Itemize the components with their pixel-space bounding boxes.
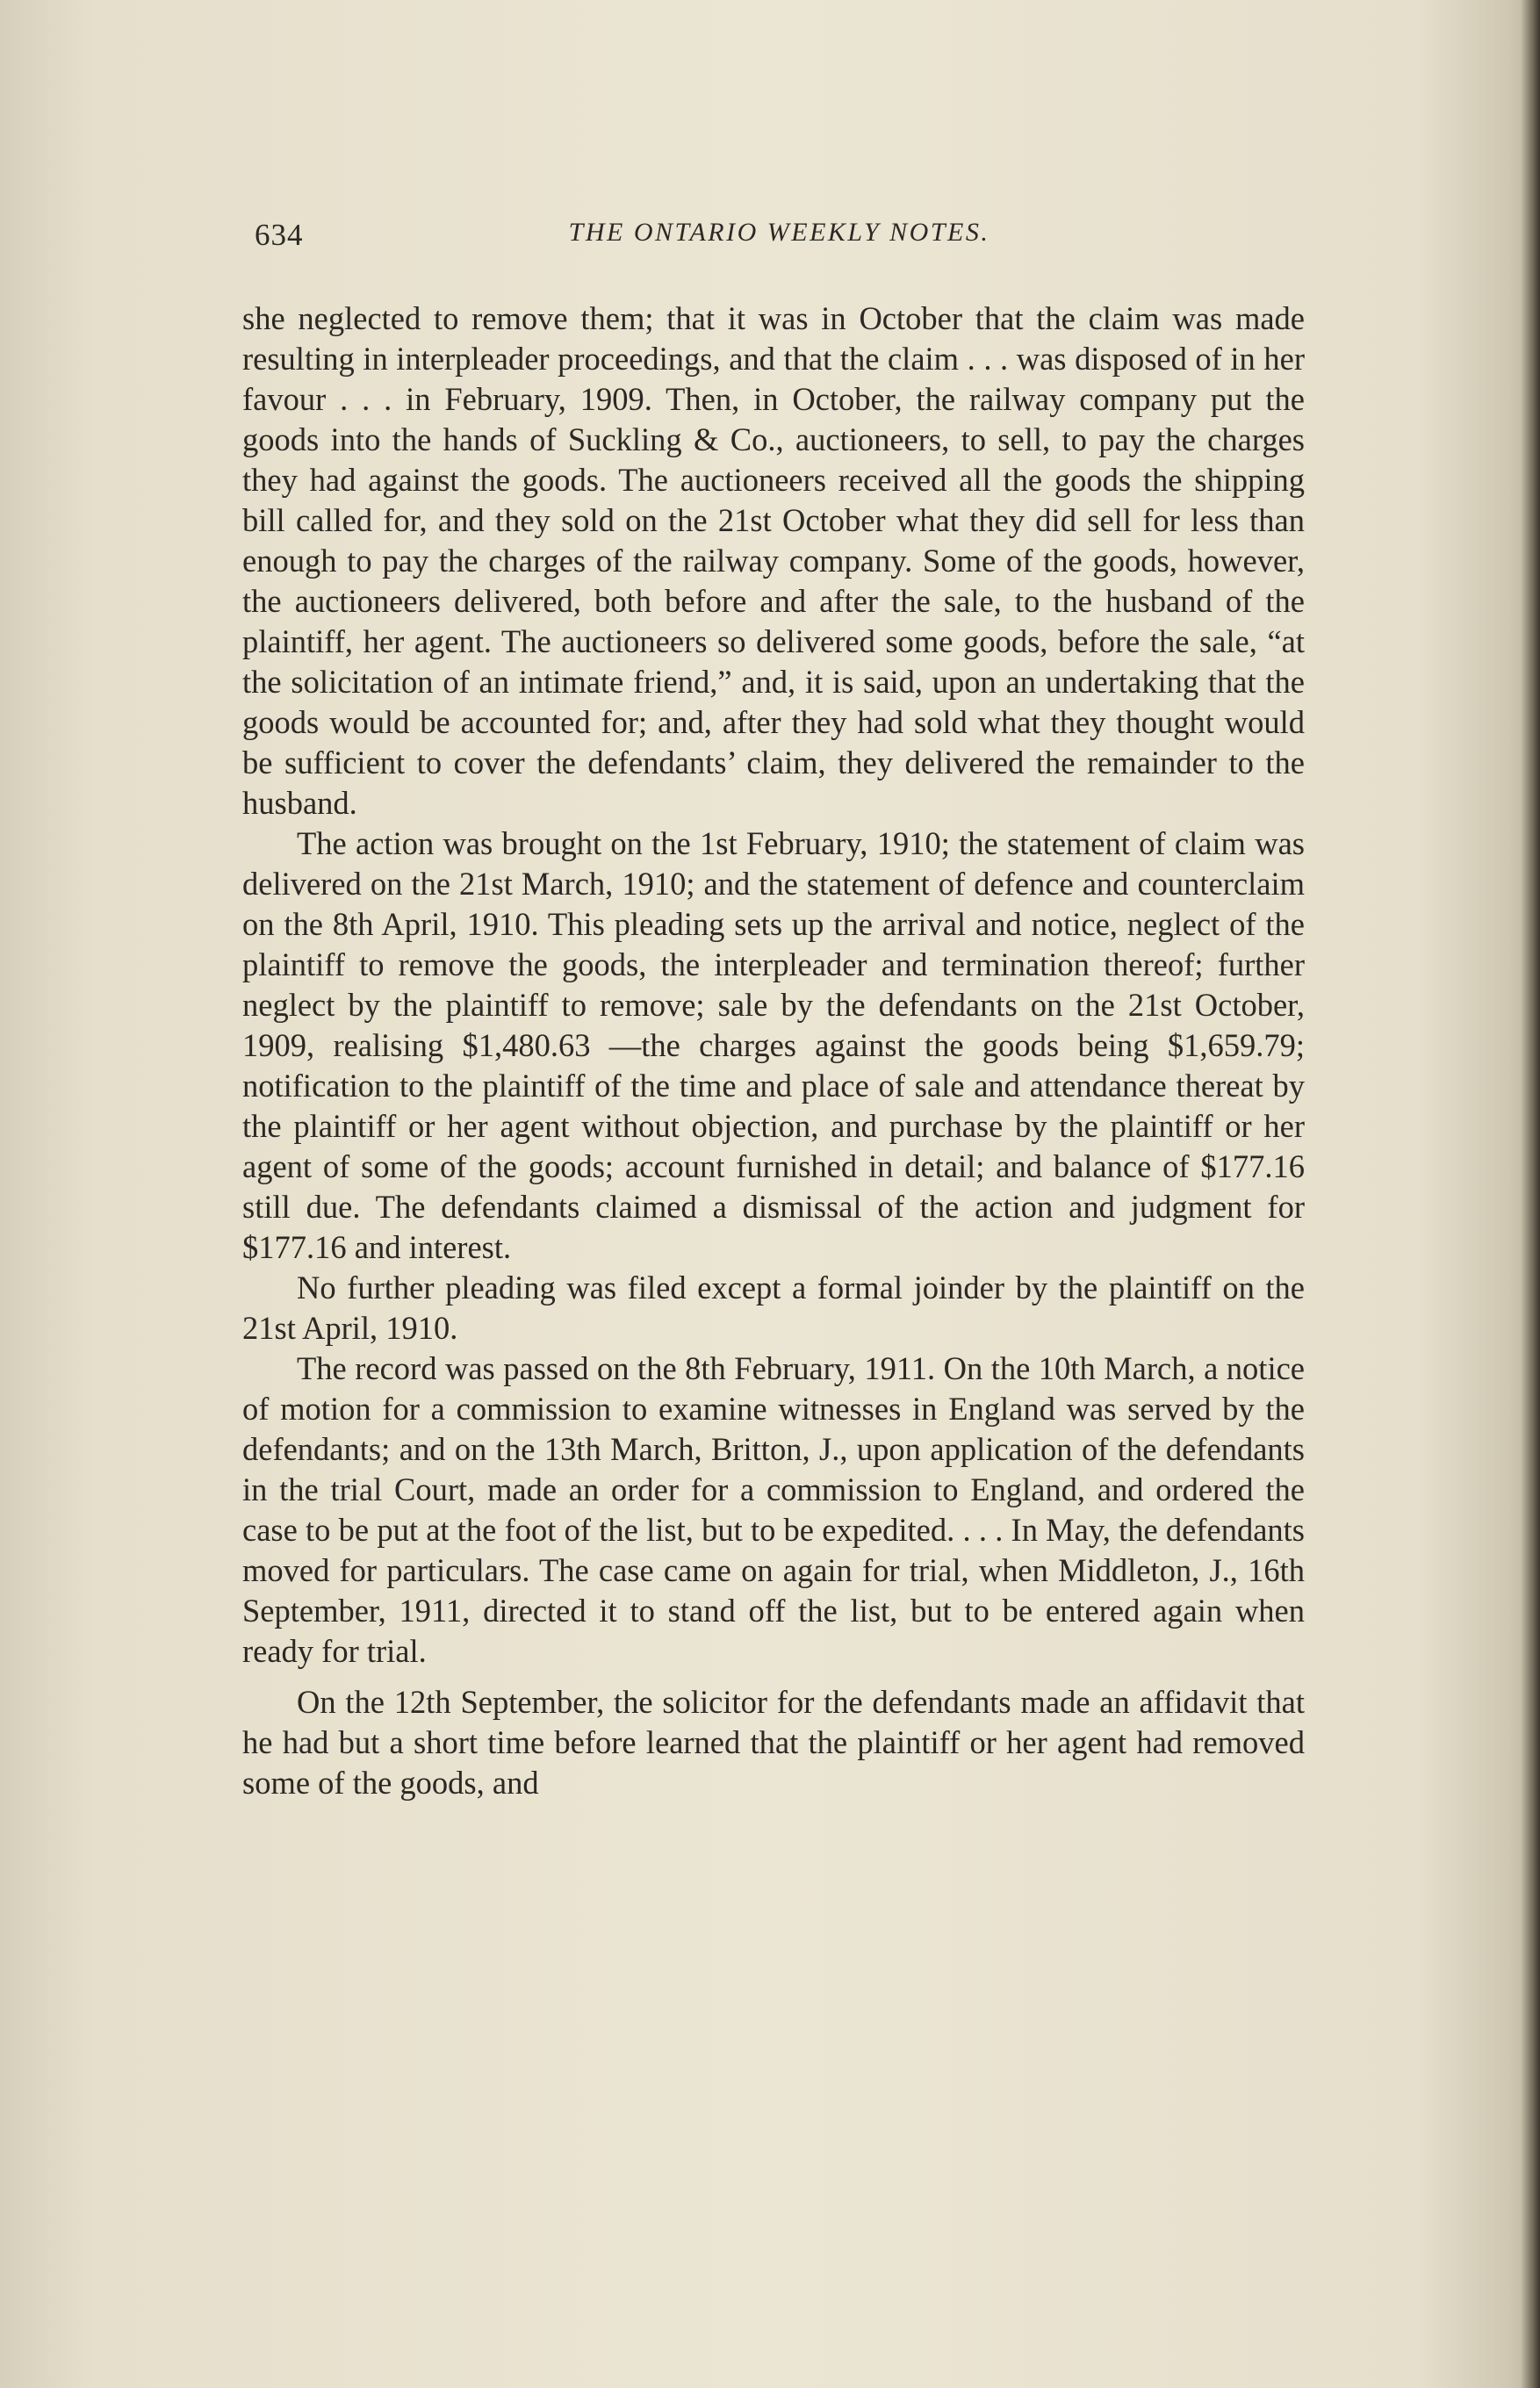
- page-number: 634: [255, 218, 304, 252]
- body-text: [242, 298, 1305, 1803]
- paragraph-action-brought: The action was brought on the 1st February, 1910; the statement of claim was delivered on the 21st March, 1910; and the statement of defence and counterclaim on the 8th April, 1910. This pleading sets up the arrival and notice, neglect of the plaintiff to remove the goods, the interpleader and termination thereof; further neglect by the plaintiff to remove; sale by the defendants on the 21st October, 1909, realising $1,480.63 —the charges against the goods being $1,659.79; notification to the plaintiff of the time and place of sale and attendance thereat by the plaintiff or her agent without objection, and purchase by the plaintiff or her agent of some of the goods; account furnished in detail; and balance of $177.16 still due. The defendants claimed a dismissal of the action and judgment for $177.16 and interest.: [242, 825, 1305, 1265]
- paragraph-record-passed: The record was passed on the 8th February, 1911. On the 10th March, a notice of motion for a commission to examine witnesses in England was served by the defendants; and on the 13th March, Britton, J., upon application of the defendants in the trial Court, made an order for a commission to England, and ordered the case to be put at the foot of the list, but to be expedited. . . . In May, the defendants moved for particulars. The case came on again for trial, when Middleton, J., 16th September, 1911, directed it to stand off the list, but to be entered again when ready for trial.: [242, 1350, 1305, 1669]
- paragraph-solicitor-affidavit: On the 12th September, the solicitor for the defendants made an affidavit that he had but a short time before learned that the plaintiff or her agent had removed some of the goods, and: [242, 1684, 1305, 1801]
- running-head: [255, 218, 1304, 262]
- paragraph-no-further-pleading: No further pleading was filed except a formal joinder by the plaintiff on the 21st April, 1910.: [242, 1270, 1305, 1346]
- book-spine-shadow: [1521, 0, 1540, 2388]
- paragraph-continued: she neglected to remove them; that it was in October that the claim was made resulting in interpleader proceedings, and that the claim . . . was disposed of in her favour . . . in February, 1909. Then, in October, the railway company put the goods into the hands of Suckling & Co., auctioneers, to sell, to pay the charges they had against the goods. The auctioneers received all the goods the shipping bill called for, and they sold on the 21st October what they did sell for less than enough to pay the charges of the railway company. Some of the goods, however, the auctioneers delivered, both before and after the sale, to the husband of the plaintiff, her agent. The auctioneers so delivered some goods, before the sale, “at the solicitation of an intimate friend,” and, it is said, upon an undertaking that the goods would be accounted for; and, after they had sold what they thought would be sufficient to cover the defendants’ claim, they delivered the remainder to the husband.: [242, 300, 1305, 821]
- journal-title: THE ONTARIO WEEKLY NOTES.: [568, 218, 990, 247]
